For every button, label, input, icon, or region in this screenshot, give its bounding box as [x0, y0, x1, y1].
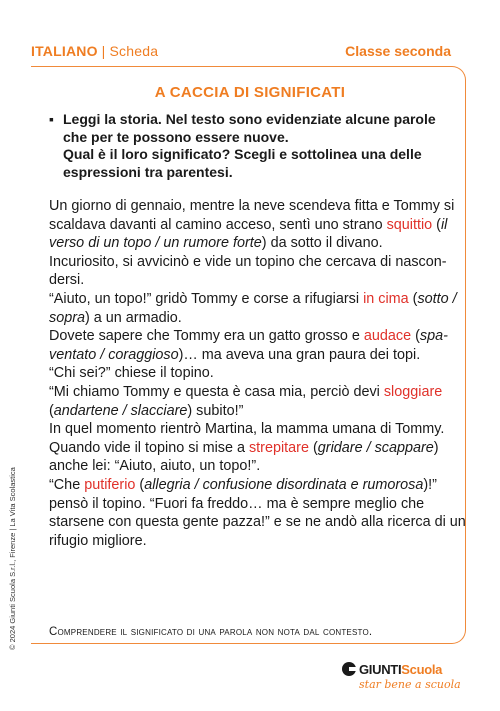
logo-wordmark: [342, 660, 462, 678]
highlighted-word[interactable]: in cima: [363, 290, 409, 307]
highlighted-word[interactable]: strepitare: [248, 439, 309, 456]
logo-tagline: star bene a scuola: [359, 678, 461, 691]
story-paragraph: [49, 383, 466, 420]
subject-text: ITALIANO: [31, 43, 98, 59]
story-text-run: )… ma aveva una gran paura dei topi.: [178, 346, 421, 363]
giunti-scuola-logo: [342, 660, 462, 696]
story-paragraph: Incuriosito, si avvicinò e vide un topino che cercava di nascon- dersi.: [49, 253, 447, 289]
header-separator: |: [101, 43, 106, 59]
answer-options[interactable]: il verso di un topo / un rumore forte: [49, 216, 448, 252]
story-text-run: “Che: [49, 476, 85, 493]
story-text-run: )!” pensò il topino. “Fuori fa freddo… ma è sempre meglio che starsene con questa gente pazza!” e se ne andò alla ricerca di un rifugio migliore.: [49, 476, 466, 549]
answer-options[interactable]: gridare / scappare: [317, 439, 434, 456]
instructions-row: [49, 111, 464, 181]
story-text-run: (: [408, 290, 418, 307]
answer-options[interactable]: sotto / sopra: [49, 290, 457, 326]
worksheet-type: Scheda: [109, 43, 159, 59]
story-paragraph: [49, 439, 466, 476]
story-text-run: (: [308, 439, 318, 456]
story-text: [49, 197, 466, 550]
highlighted-word[interactable]: squittio: [386, 216, 433, 233]
copyright-notice: © 2024 Giunti Scuola S.r.l., Firenze | La Vita Scolastica: [8, 467, 17, 650]
instructions-line: espressioni tra parentesi.: [63, 163, 233, 180]
story-text-run: Quando vide il topino si mise a: [49, 439, 249, 456]
story-paragraph: “Chi sei?” chiese il topino.: [49, 365, 214, 382]
story-paragraph: [49, 197, 466, 253]
story-text-run: ) anche lei: “Aiuto, aiuto, un topo!”.: [49, 439, 439, 475]
answer-options[interactable]: andartene / slacciare: [53, 402, 188, 419]
story-text-run: Un giorno di gennaio, mentre la neve scendeva fitta e Tommy si scaldava davanti al camino acceso, sentì uno strano: [49, 198, 455, 233]
answer-options[interactable]: spa- ventato / coraggioso: [49, 328, 448, 363]
class-label: Classe seconda: [345, 43, 451, 59]
story-text-run: (: [49, 402, 54, 419]
story-paragraph: [49, 476, 466, 550]
story-paragraph: [49, 290, 466, 327]
story-text-run: Dovete sapere che Tommy era un gatto grosso e: [49, 328, 364, 345]
giunti-g-icon: [342, 662, 356, 676]
logo-scuola-text: Scuola: [401, 661, 443, 677]
learning-objective: Comprendere il significato di una parola non nota dal contesto.: [49, 626, 373, 638]
story-text-run: “Aiuto, un topo!” gridò Tommy e corse a rifugiarsi: [49, 290, 364, 307]
instructions-line: Qual è il loro significato? Scegli e sottolinea una delle: [63, 146, 422, 162]
highlighted-word[interactable]: putiferio: [84, 476, 136, 493]
subject-label: [31, 43, 158, 59]
instructions: [49, 111, 464, 181]
story-text-run: ) da sotto il divano.: [261, 235, 383, 252]
instructions-line: che per te possono essere nuove.: [63, 128, 289, 145]
bullet-icon: ▪: [49, 111, 54, 127]
story-paragraph: In quel momento rientrò Martina, la mamma umana di Tommy.: [49, 421, 445, 438]
instructions-text: [63, 111, 436, 181]
story-text-run: (: [432, 216, 441, 233]
instructions-line: Leggi la storia. Nel testo sono evidenziate alcune parole: [63, 111, 436, 127]
page-header: [31, 43, 451, 65]
highlighted-word[interactable]: sloggiare: [383, 383, 443, 400]
story-text-run: (: [135, 476, 145, 493]
highlighted-word[interactable]: audace: [363, 328, 412, 345]
story-text-run: (: [411, 328, 420, 345]
story-text-run: ) subito!”: [187, 402, 244, 419]
logo-giunti-text: GIUNTI: [359, 661, 402, 677]
page-title: A CACCIA DI SIGNIFICATI: [154, 84, 346, 101]
answer-options[interactable]: allegria / confusione disordinata e rumorosa: [144, 476, 424, 493]
story-text-run: “Mi chiamo Tommy e questa è casa mia, perciò devi: [49, 383, 384, 400]
story-text-run: ) a un armadio.: [85, 309, 182, 326]
story-paragraph: [49, 327, 466, 364]
